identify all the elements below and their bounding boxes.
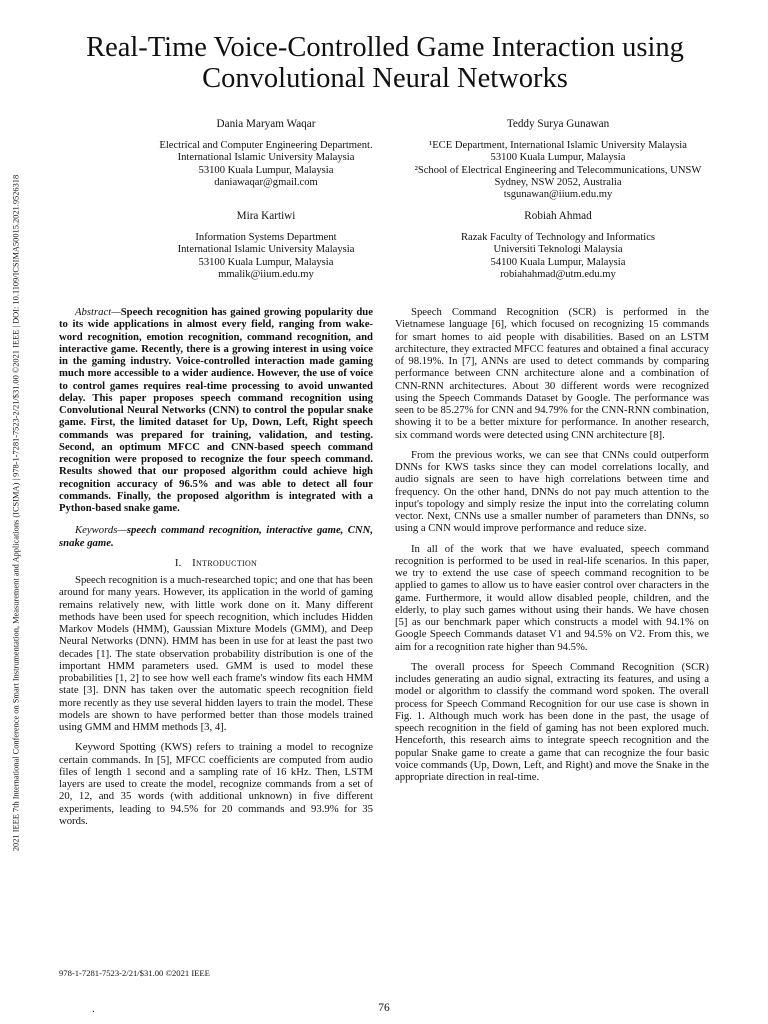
author-affiliation-line: 53100 Kuala Lumpur, Malaysia [198, 164, 334, 176]
author-affiliation-line: 54100 Kuala Lumpur, Malaysia [490, 256, 626, 268]
body-paragraph: Speech Command Recognition (SCR) is performed in the Vietnamese language [6], which focused on recognizing 15 commands for smart homes to aid people with disabilities. Based on an LSTM architecture, they extracted MFCC features and obtained a final accuracy of 98.19%. In [7], ANNs are used to detect commands by comparing performance between CNN architecture alone and a combination of CNN-RNN architectures. About 30 different words were recognized using the Speech Commands Dataset by Google. The performance was seen to be 85.27% for CNN and 94.79% for the CNN-RNN combination, showing it to be a better mixture for performance. In another research, six command words were detected using CNN architecture [8]. [395, 306, 709, 441]
section-heading-introduction [59, 557, 373, 569]
abstract-label: Abstract— [75, 306, 121, 318]
author-block-4 [388, 210, 728, 281]
keywords-text: speech command recognition, interactive game, CNN, snake game. [59, 524, 373, 549]
author-affiliation-line: International Islamic University Malaysia [177, 244, 355, 256]
author-affiliation-line: Sydney, NSW 2052, Australia [494, 176, 622, 188]
author-affiliation-line: Universiti Teknologi Malaysia [493, 244, 623, 256]
keywords [59, 524, 373, 549]
author-affiliation-line: 53100 Kuala Lumpur, Malaysia [198, 256, 334, 268]
copyright-footer: 978-1-7281-7523-2/21/$31.00 ©2021 IEEE [59, 968, 210, 978]
paper-title [40, 32, 730, 94]
left-column [59, 306, 373, 835]
author-affiliation-line: ²School of Electrical Engineering and Telecommunications, UNSW [414, 164, 702, 176]
bottom-dot: . [92, 1003, 95, 1015]
author-affiliation-line: 53100 Kuala Lumpur, Malaysia [490, 152, 626, 164]
author-name: Teddy Surya Gunawan [506, 118, 610, 130]
author-name: Dania Maryam Waqar [216, 118, 316, 130]
sidebar-citation-text: 2021 IEEE 7th International Conference on Smart Instrumentation, Measurement and Applications (ICSIMA) | 978-1-7281-7523-2/21/$31.00 ©2021 IEEE | DOI: 10.1109/ICSIMA50015.2021.9526318 [11, 174, 21, 852]
section-number: I. [174, 556, 182, 569]
author-block-1 [96, 118, 436, 189]
author-block-2 [388, 118, 728, 201]
author-affiliation-line: Electrical and Computer Engineering Department. [159, 140, 373, 152]
author-name: Mira Kartiwi [236, 210, 296, 222]
body-paragraph: From the previous works, we can see that CNNs could outperform DNNs for KWS tasks since they can model correlations locally, and audio signals are seen to have high correlations between time and frequency. On the other hand, DNNs do not pay much attention to the input's topology and simply resize the input into the correlating column vector. Next, CNNs use a smaller number of parameters than DNNs, so using a CNN would improve performance and reduce size. [395, 448, 709, 535]
keywords-label: Keywords— [75, 524, 127, 537]
author-email: robiahahmad@utm.edu.my [500, 268, 616, 280]
author-affiliation-line: International Islamic University Malaysia [177, 152, 355, 164]
page-number: 76 [378, 1002, 390, 1014]
body-paragraph: Keyword Spotting (KWS) refers to training a model to recognize certain commands. In [5], MFCC coefficients are computed from audio files of length 1 second and a sampling rate of 16 kHz. Then, LSTM layers are used to create the model, recognize commands from a set of 20, 12, and 35 words (with additional unknown) in five different experiments, leading to 94.5% for 20 commands and 93.9% for 35 words. [59, 741, 373, 827]
abstract [59, 306, 373, 514]
author-email: daniawaqar@gmail.com [214, 176, 318, 188]
author-affiliation-line: Razak Faculty of Technology and Informatics [460, 232, 656, 244]
abstract-text: Speech recognition has gained growing popularity due to its wide applications in almost every field, ranging from wake-word recognition, emotion recognition, command recognition, and interactive game. Recently, there is a growing interest in using voice in the gaming industry. Voice-controlled interaction made gaming much more accessible to a wider audience. However, the use of voice to control games requires real-time processing to avoid unwanted delay. This paper proposes speech command recognition using Convolutional Neural Networks (CNN) to control the popular snake game. First, the limited dataset for Up, Down, Left, Right speech commands was prepared for training, validation, and testing. Second, an optimum MFCC and CNN-based speech command recognition were proposed to recognize the four speech command. Results showed that our proposed algorithm could achieve high recognition accuracy of 96.5% and was able to detect all four commands. Finally, the proposed algorithm is integrated with a Python-based snake game. [59, 306, 373, 514]
author-block-3 [96, 210, 436, 281]
title-line-2: Convolutional Neural Networks [202, 63, 568, 94]
ieee-sidebar-citation [10, 118, 22, 908]
right-column [395, 306, 709, 791]
author-affiliation-line: ¹ECE Department, International Islamic University Malaysia [429, 140, 687, 152]
body-paragraph: The overall process for Speech Command Recognition (SCR) includes generating an audio signal, extracting its features, and using a model or algorithm to classify the command word spoken. The overall process for Speech Command Recognition for our use case is shown in Fig. 1. Although much work has been done in the past, the usage of speech recognition in the field of gaming has not been explored much. Henceforth, this research aims to integrate speech recognition and the popular Snake game to create a game that can recognize the four basic voice commands (Up, Down, Left, and Right) and move the Snake in the appropriate direction in real-time. [395, 660, 709, 783]
body-paragraph: Speech recognition is a much-researched topic; and one that has been around for many years. However, its application in the world of gaming remains relatively new, with little work done on it. Many different methods have been used for speech recognition, which includes Hidden Markov Models (HMM), Gaussian Mixture Models (GMM), and Deep Neural Networks (DNN). HMM has been in use for at least the past two decades [1]. The state observation probability distribution is one of the important HMM parameters used. GMM is used to model these probabilities [1, 2] to see how well each frame's window fits each HMM state [3]. DNN has taken over the automatic speech recognition field more recently as they use several hidden layers to train the model. These models are shown to have performed better than those models trained using GMM and HMM methods [3, 4]. [59, 574, 373, 733]
author-email: tsgunawan@iium.edu.my [503, 189, 613, 201]
author-affiliation-line: Information Systems Department [195, 232, 337, 244]
author-name: Robiah Ahmad [524, 210, 592, 222]
title-line-1: Real-Time Voice-Controlled Game Interaction using [86, 32, 684, 63]
section-title: Introduction [192, 556, 258, 569]
body-paragraph: In all of the work that we have evaluated, speech command recognition is performed to be used in real-life scenarios. In this paper, we try to extend the use case of speech command recognition to be applied to games to allow us to have easier control over characters in the game. Furthermore, it would allow disabled people, children, and the elderly, to play such games without using their hands. We have chosen [5] as our benchmark paper which constructs a model with 94.1% on Google Speech Commands dataset V1 and 94.5% on V2. From this, we aim for a recognition rate higher than 94.5%. [395, 542, 709, 653]
author-email: mmalik@iium.edu.my [218, 268, 314, 280]
